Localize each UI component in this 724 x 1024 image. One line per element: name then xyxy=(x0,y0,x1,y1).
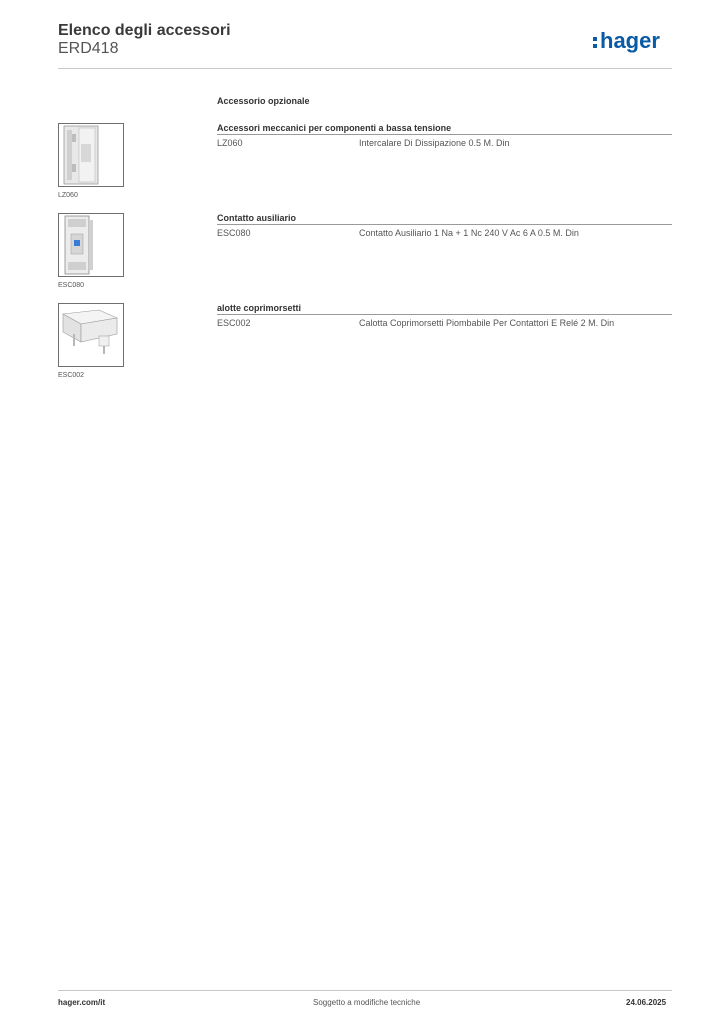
hager-logo xyxy=(592,28,676,56)
image-caption: ESC002 xyxy=(58,372,85,379)
group-divider xyxy=(217,134,672,135)
accessory-image-lz060 xyxy=(58,123,124,187)
group-title: alotte coprimorsetti xyxy=(217,303,302,313)
item-description: Calotta Coprimorsetti Piombabile Per Contattori E Relé 2 M. Din xyxy=(359,318,615,328)
image-caption: LZ060 xyxy=(58,192,78,199)
image-caption: ESC080 xyxy=(58,282,85,289)
footer-divider xyxy=(58,990,672,991)
item-description: Intercalare Di Dissipazione 0.5 M. Din xyxy=(359,138,510,148)
group-title: Accessori meccanici per componenti a bassa tensione xyxy=(217,123,452,133)
footer-website-link[interactable]: hager.com/it xyxy=(58,998,106,1007)
group-title: Contatto ausiliario xyxy=(217,213,297,223)
footer-date: 24.06.2025 xyxy=(626,998,667,1007)
header-divider xyxy=(58,68,672,69)
item-description: Contatto Ausiliario 1 Na + 1 Nc 240 V Ac 6 A 0.5 M. Din xyxy=(359,228,579,238)
section-heading: Accessorio opzionale xyxy=(217,96,310,106)
accessory-image-esc002 xyxy=(58,303,124,367)
item-code: ESC002 xyxy=(217,318,251,328)
logo-text: hager xyxy=(600,28,660,53)
product-code-subtitle: ERD418 xyxy=(58,40,119,57)
footer-notice: Soggetto a modifiche tecniche xyxy=(313,998,421,1007)
accessory-image-esc080 xyxy=(58,213,124,277)
group-divider xyxy=(217,314,672,315)
group-divider xyxy=(217,224,672,225)
page-title: Elenco degli accessori xyxy=(58,22,231,39)
item-code: LZ060 xyxy=(217,138,243,148)
item-code: ESC080 xyxy=(217,228,251,238)
